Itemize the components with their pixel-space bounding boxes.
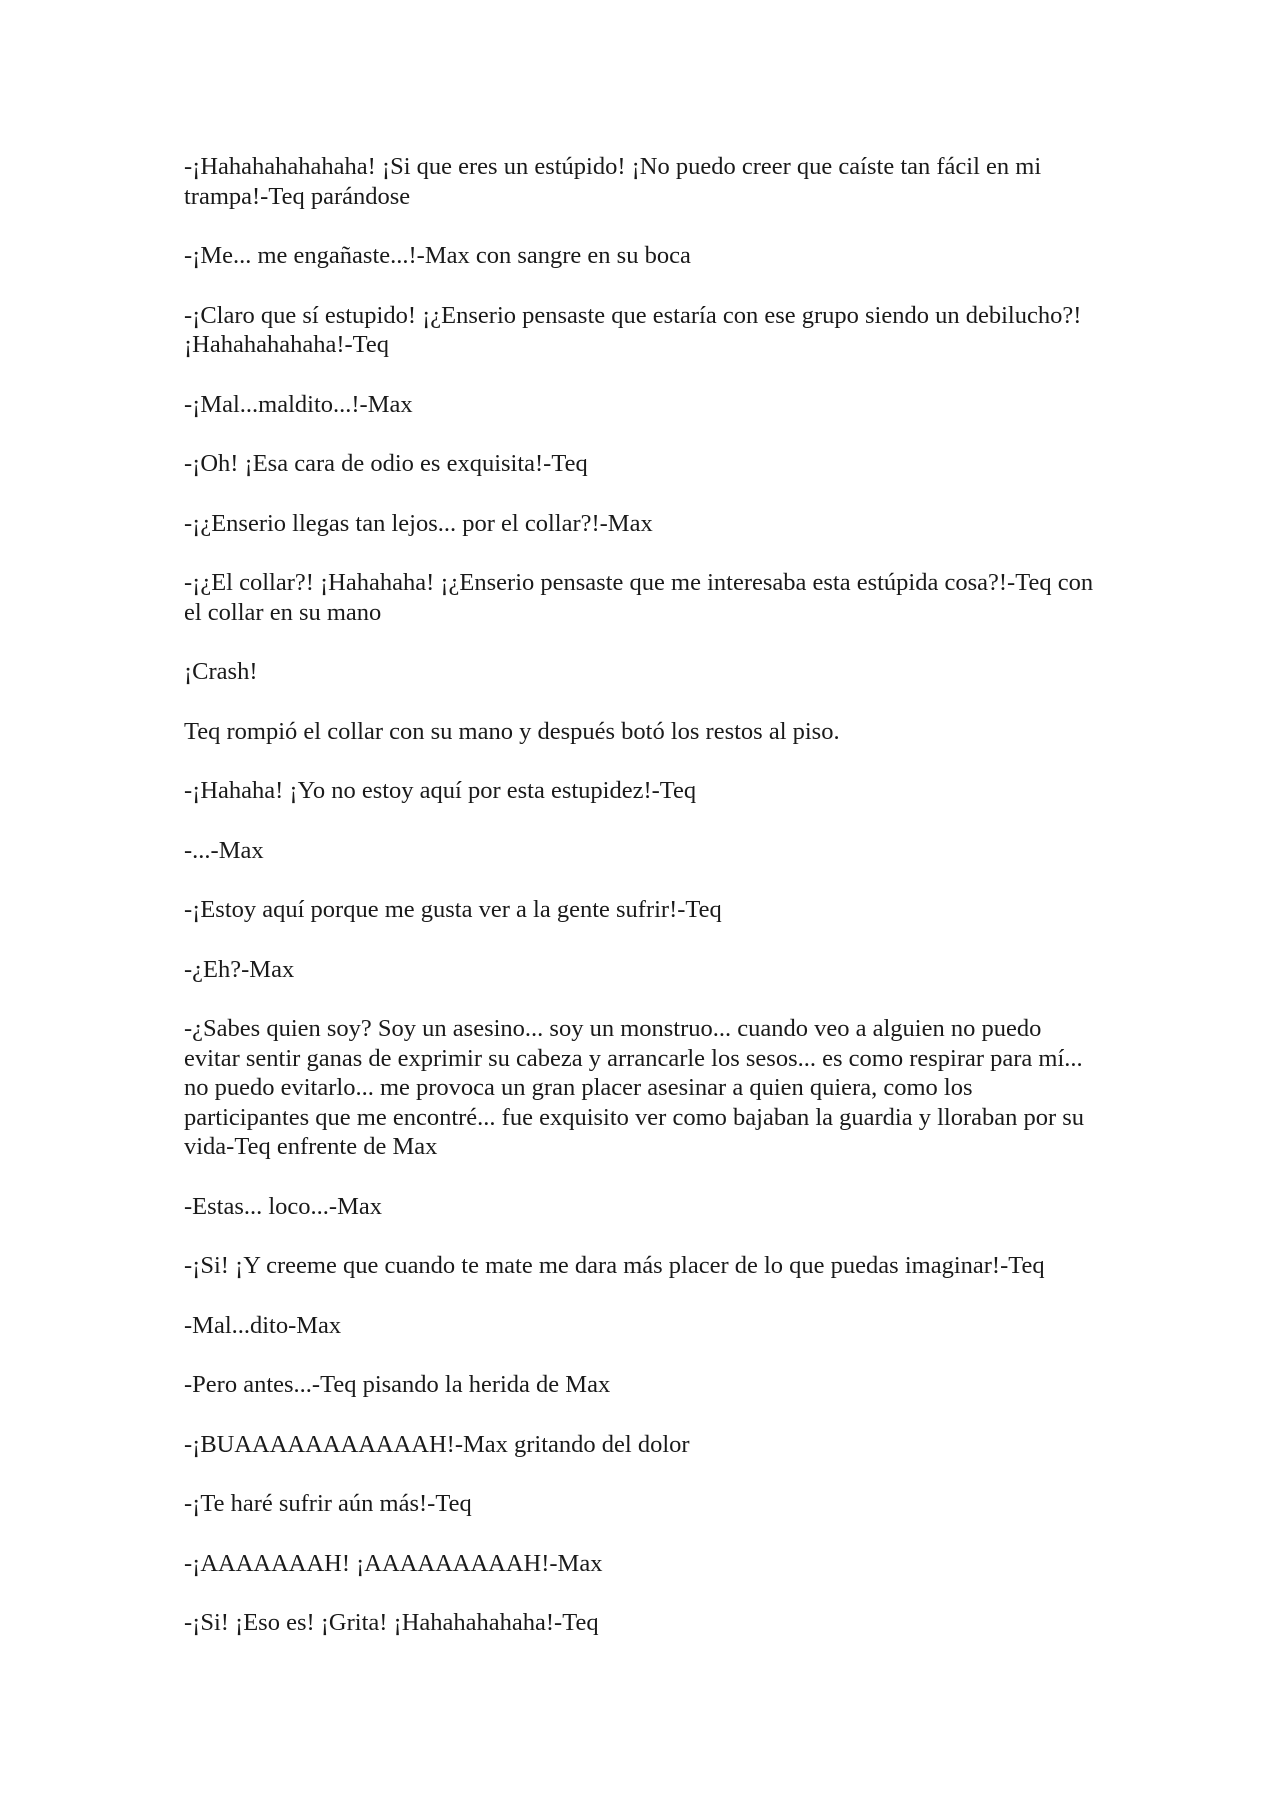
paragraph: -¡Si! ¡Y creeme que cuando te mate me dara más placer de lo que puedas imaginar!-Teq [184, 1252, 1045, 1279]
paragraph: -¡Me... me engañaste...!-Max con sangre en su boca [184, 242, 691, 269]
paragraph: -Mal...dito-Max [184, 1311, 342, 1339]
paragraph: -Pero antes...-Teq pisando la herida de Max [184, 1371, 611, 1398]
paragraph: -¡Estoy aquí porque me gusta ver a la gente sufrir!-Teq [184, 896, 722, 923]
paragraph: Teq rompió el collar con su mano y después botó los restos al piso. [184, 717, 840, 745]
paragraph: -Estas... loco...-Max [184, 1192, 382, 1220]
paragraph: ¡Crash! [184, 658, 258, 685]
document-body [184, 152, 1100, 1668]
paragraph: -¡Hahahahahahaha! ¡Si que eres un estúpido! ¡No puedo creer que caíste tan fácil en mi trampa!-Teq parándose [184, 153, 1042, 210]
paragraph: -¡¿El collar?! ¡Hahahaha! ¡¿Enserio pensaste que me interesaba esta estúpida cosa?!-Teq con el collar en su mano [184, 569, 1094, 626]
paragraph: -¡Hahaha! ¡Yo no estoy aquí por esta estupidez!-Teq [184, 777, 697, 804]
paragraph: -¡¿Enserio llegas tan lejos... por el collar?!-Max [184, 509, 653, 537]
paragraph: -¿Eh?-Max [184, 955, 295, 983]
paragraph: -¡Si! ¡Eso es! ¡Grita! ¡Hahahahahaha!-Teq [184, 1609, 599, 1636]
paragraph: -...-Max [184, 836, 264, 864]
paragraph: -¡AAAAAAAH! ¡AAAAAAAAAH!-Max [184, 1549, 603, 1577]
paragraph: -¡Claro que sí estupido! ¡¿Enserio pensaste que estaría con ese grupo siendo un debilucho?! ¡Hahahahahaha!-Teq [184, 301, 1082, 358]
paragraph: -¡Te haré sufrir aún más!-Teq [184, 1490, 472, 1517]
paragraph: -¿Sabes quien soy? Soy un asesino... soy un monstruo... cuando veo a alguien no puedo evitar sentir ganas de exprimir su cabeza y arrancarle los sesos... es como respirar para mí... no puedo evitarlo... me provoca un gran placer asesinar a quien quiera, como los participantes que me encontré... fue exquisito ver como bajaban la guardia y lloraban por su vida-Teq enfrente de Max [184, 1015, 1085, 1160]
paragraph: -¡Mal...maldito...!-Max [184, 390, 413, 418]
paragraph: -¡Oh! ¡Esa cara de odio es exquisita!-Teq [184, 450, 588, 477]
paragraph: -¡BUAAAAAAAAAAAH!-Max gritando del dolor [184, 1430, 690, 1458]
